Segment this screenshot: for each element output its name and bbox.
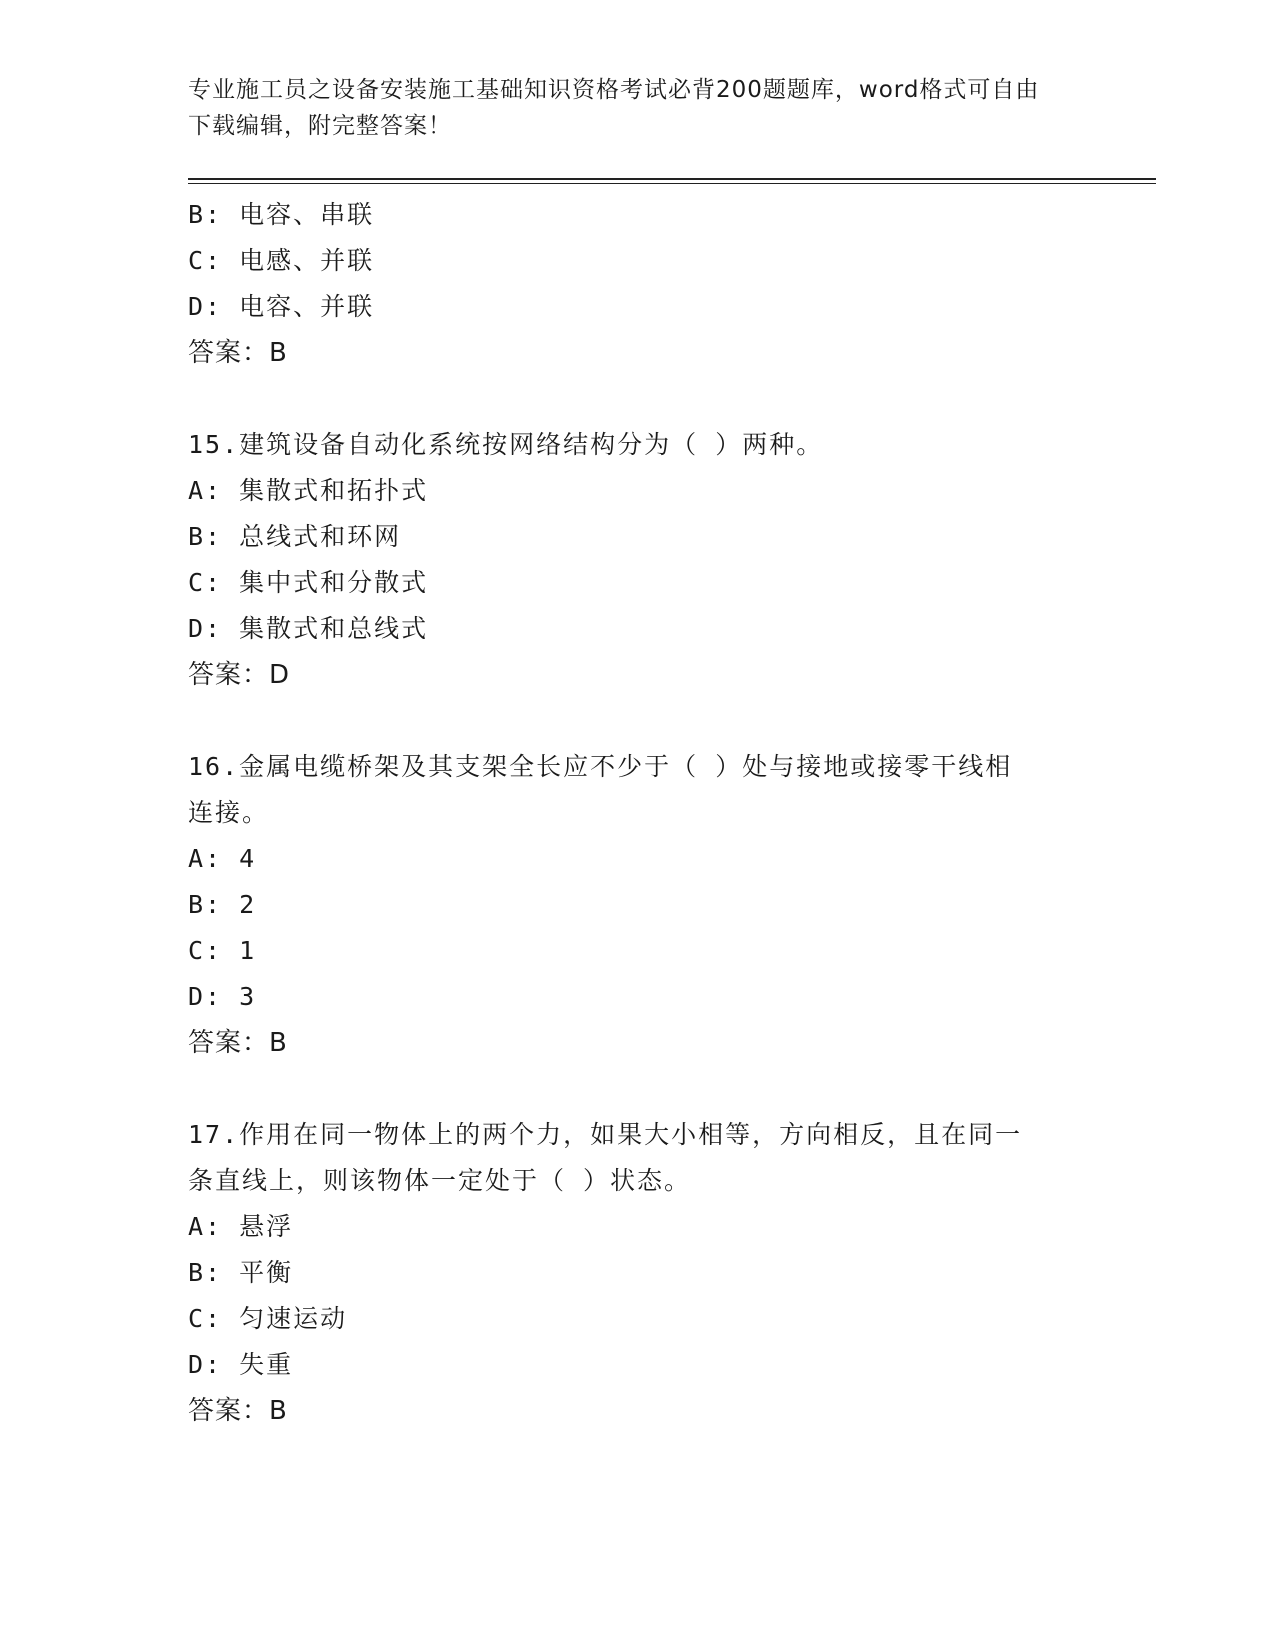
question-14-continued bbox=[188, 192, 1088, 376]
question-text-line-2: 连接。 bbox=[188, 798, 270, 827]
option-c: C: 匀速运动 bbox=[188, 1304, 348, 1333]
option-a: A: 集散式和拓扑式 bbox=[188, 476, 429, 505]
header-line-2: 下载编辑，附完整答案！ bbox=[188, 113, 452, 139]
answer-line: 答案：B bbox=[188, 1028, 288, 1058]
option-c: C: 集中式和分散式 bbox=[188, 568, 429, 597]
option-d: D: 失重 bbox=[188, 1350, 294, 1379]
header-line-1: 专业施工员之设备安装施工基础知识资格考试必背200题题库，word格式可自由 bbox=[188, 77, 1040, 103]
option-d: D: 3 bbox=[188, 982, 257, 1011]
question-list bbox=[188, 192, 1088, 1434]
option-a: A: 4 bbox=[188, 844, 257, 873]
option-b: B: 平衡 bbox=[188, 1258, 294, 1287]
answer-line: 答案：B bbox=[188, 338, 288, 368]
header-divider-thin bbox=[188, 183, 1156, 184]
option-d: D: 集散式和总线式 bbox=[188, 614, 429, 643]
option-a: A: 悬浮 bbox=[188, 1212, 294, 1241]
question-15 bbox=[188, 422, 1088, 698]
answer-line: 答案：D bbox=[188, 660, 291, 690]
answer-line: 答案：B bbox=[188, 1396, 288, 1426]
question-text-line-1: 16.金属电缆桥架及其支架全长应不少于（ ）处与接地或接零干线相 bbox=[188, 752, 1013, 781]
document-header bbox=[188, 72, 1088, 144]
option-c: C: 1 bbox=[188, 936, 257, 965]
question-16 bbox=[188, 744, 1088, 1066]
question-text: 15.建筑设备自动化系统按网络结构分为（ ）两种。 bbox=[188, 430, 824, 459]
option-d: D: 电容、并联 bbox=[188, 292, 375, 321]
question-17 bbox=[188, 1112, 1088, 1434]
option-b: B: 2 bbox=[188, 890, 257, 919]
option-b: B: 电容、串联 bbox=[188, 200, 375, 229]
option-b: B: 总线式和环网 bbox=[188, 522, 402, 551]
option-c: C: 电感、并联 bbox=[188, 246, 375, 275]
header-divider-thick bbox=[188, 178, 1156, 180]
question-text-line-2: 条直线上，则该物体一定处于（ ）状态。 bbox=[188, 1166, 692, 1195]
question-text-line-1: 17.作用在同一物体上的两个力，如果大小相等，方向相反，且在同一 bbox=[188, 1120, 1023, 1149]
